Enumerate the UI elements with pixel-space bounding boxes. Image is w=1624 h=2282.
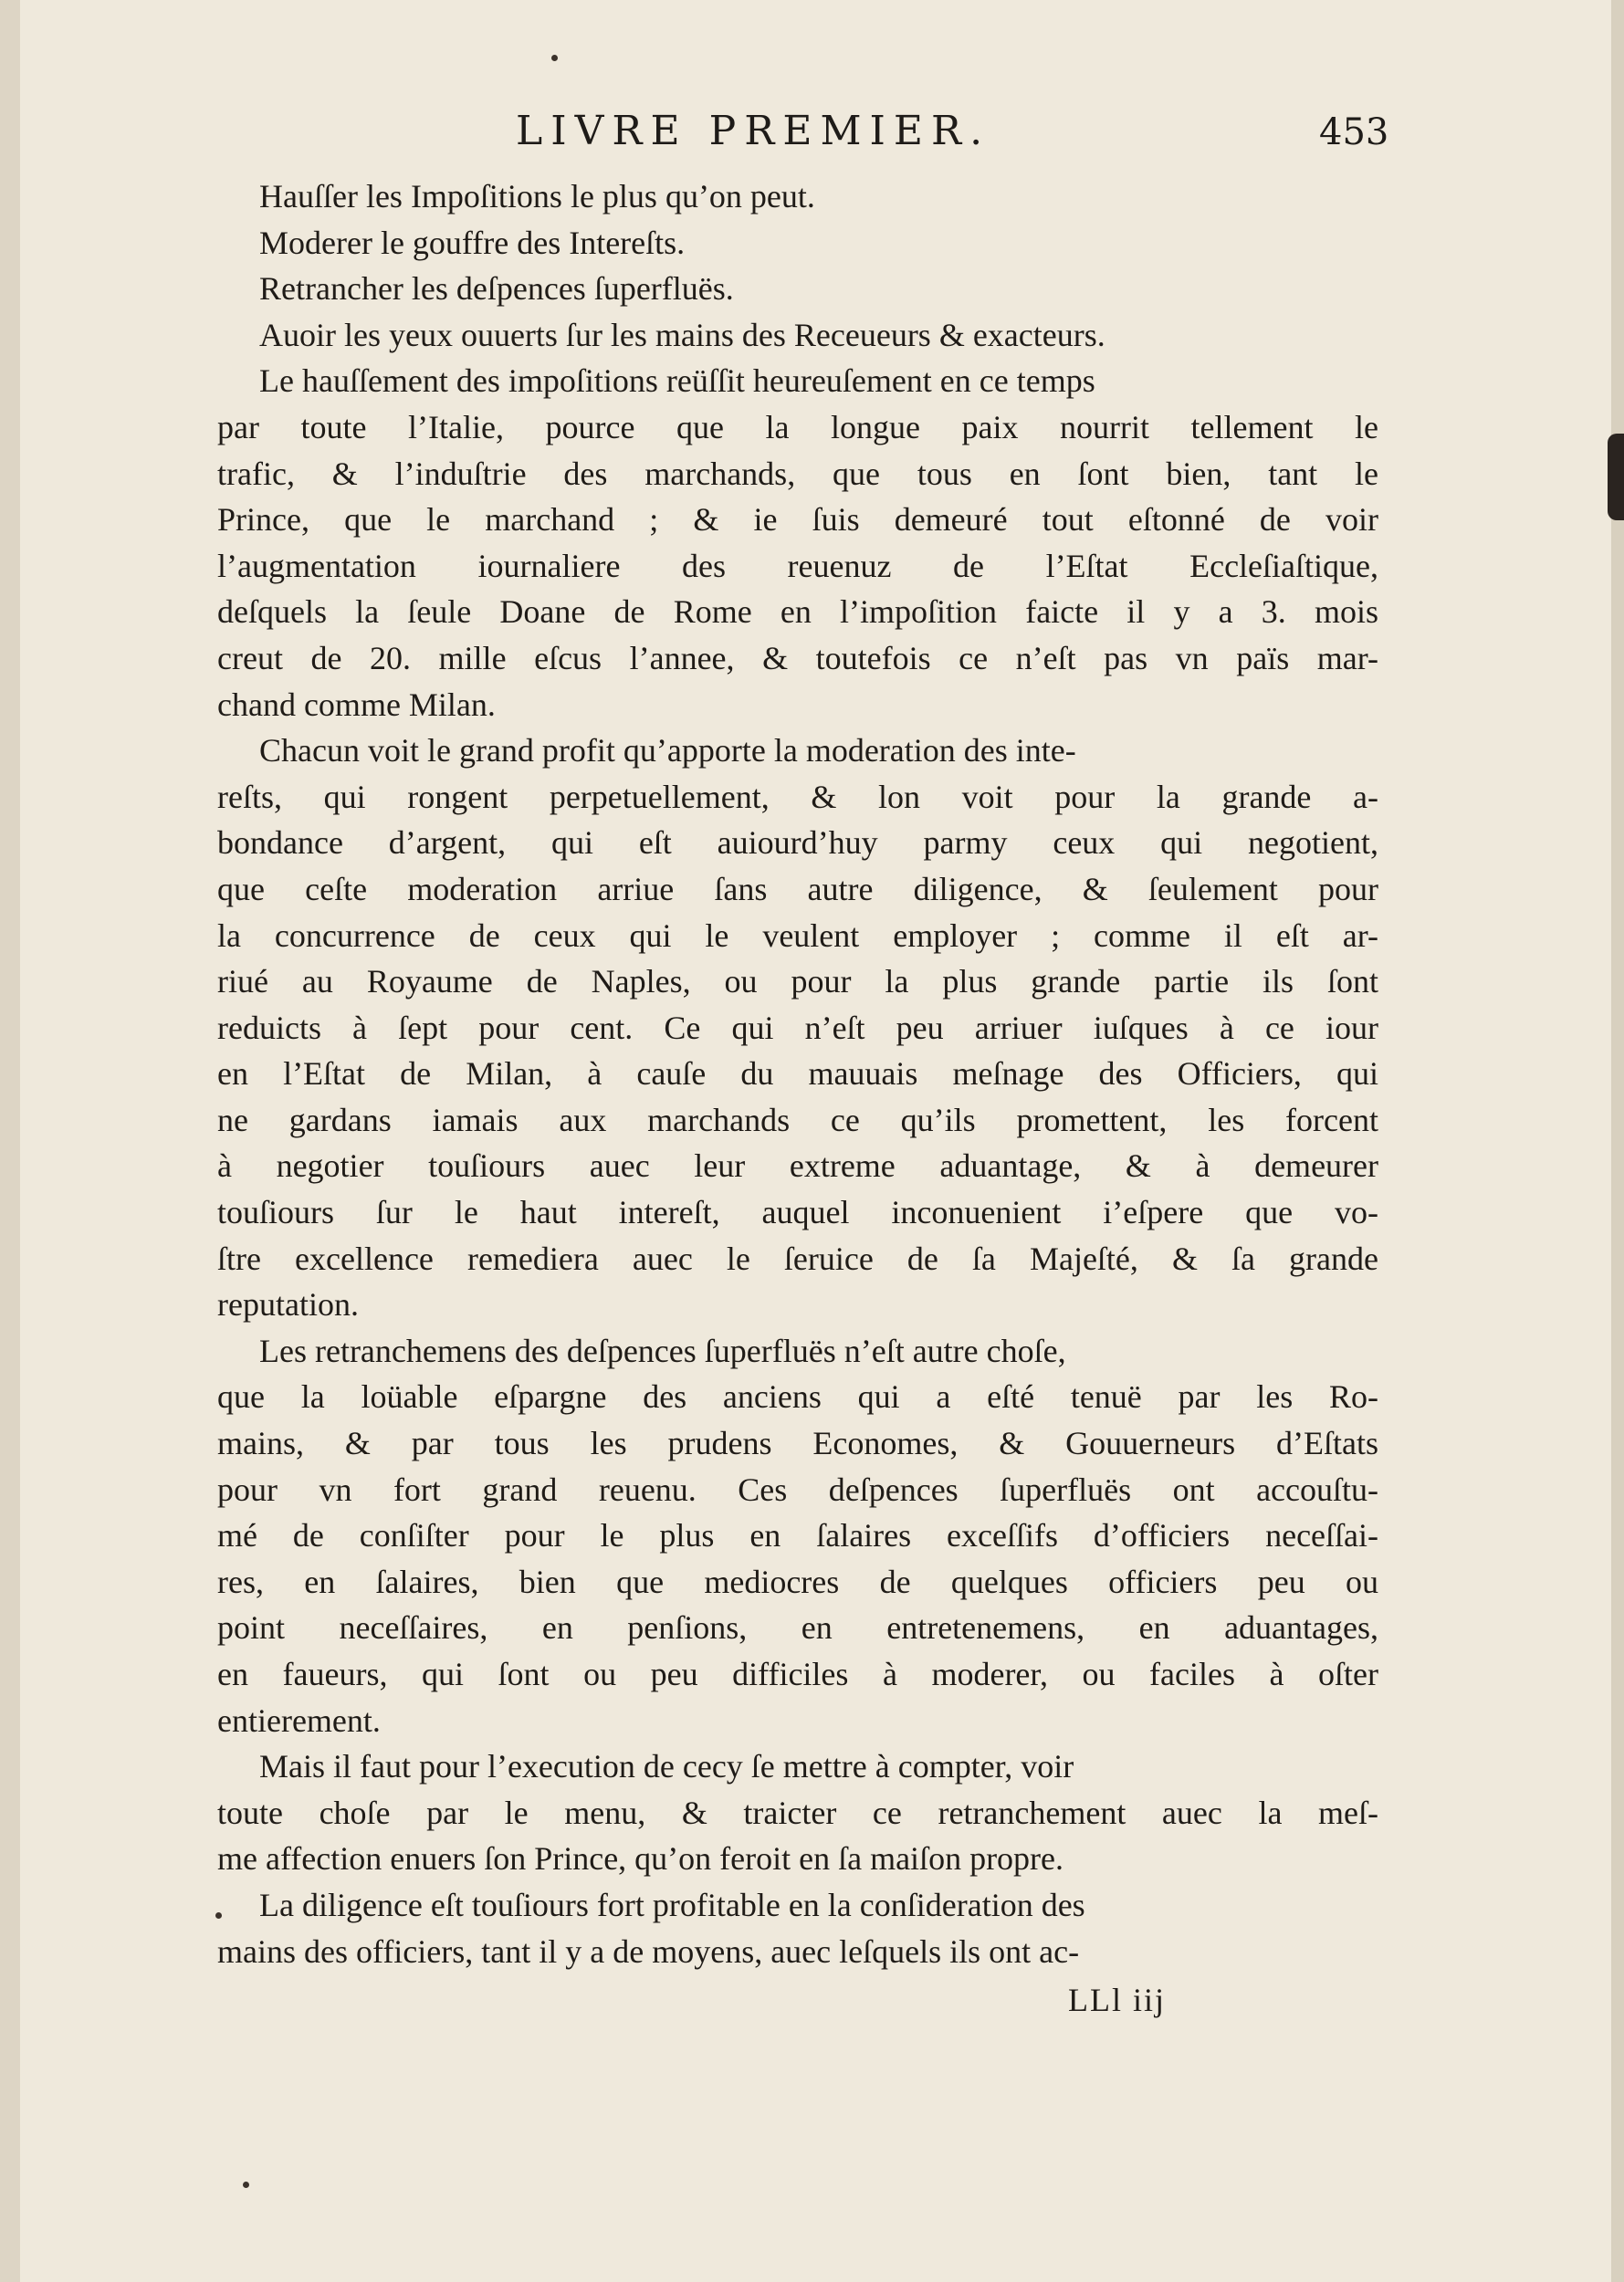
- text-line: reſts, qui rongent perpetuellement, & lon voit pour la grande a-: [217, 778, 1378, 815]
- text-line: reduicts à ſept pour cent. Ce qui n’eſt peu arriuer iuſques à ce iour: [217, 1009, 1378, 1046]
- paragraph: [217, 728, 1378, 1328]
- text-line: creut de 20. mille eſcus l’annee, & toutefois ce n’eſt pas vn païs mar-: [217, 639, 1378, 676]
- text-line: Les retranchemens des deſpences ſuperfluës n’eſt autre choſe,: [259, 1332, 1066, 1369]
- text-line: La diligence eſt touſiours fort profitable en la conſideration des: [259, 1886, 1085, 1923]
- text-line: mains des officiers, tant il y a de moyens, auec leſquels ils ont ac-: [217, 1932, 1080, 1970]
- text-line: que la loüable eſpargne des anciens qui a eſté tenuë par les Ro-: [217, 1378, 1378, 1416]
- text-line: en faueurs, qui ſont ou peu difficiles à moderer, ou faciles à oſter: [217, 1656, 1378, 1692]
- text-line: à negotier touſiours auec leur extreme aduantage, & à demeurer: [217, 1147, 1378, 1185]
- paragraph: [217, 1743, 1378, 1882]
- text-line: Mais il faut pour l’execution de cecy ſe mettre à compter, voir: [259, 1748, 1074, 1785]
- text-line: chand comme Milan.: [217, 686, 496, 723]
- text-line: deſquels la ſeule Doane de Rome en l’impoſition faicte il y a 3. mois: [217, 593, 1378, 631]
- text-line: mé de conſiſter pour le plus en ſalaires exceſſifs d’officiers neceſſai-: [217, 1517, 1378, 1554]
- text-line: Moderer le gouffre des Intereſts.: [259, 224, 686, 261]
- paragraph: [217, 312, 1378, 359]
- text-line: reputation.: [217, 1286, 359, 1324]
- folio-number: 453: [1319, 111, 1389, 153]
- signature-mark: LLl iij: [1068, 1982, 1166, 2018]
- paragraph: [217, 220, 1378, 267]
- text-line: bondance d’argent, qui eſt auiourd’huy parmy ceux qui negotient,: [217, 824, 1378, 862]
- text-line: que ceſte moderation arriue ſans autre diligence, & ſeulement pour: [217, 870, 1378, 907]
- text-line: pour vn fort grand reuenu. Ces deſpences ſuperfluës ont accouſtu-: [217, 1471, 1378, 1508]
- paragraph: [217, 1328, 1378, 1743]
- text-line: Retrancher les deſpences ſuperfluës.: [259, 270, 734, 308]
- page-edge-right: [1611, 0, 1624, 2282]
- paragraph: [217, 1882, 1378, 1974]
- text-line: Auoir les yeux ouuerts ſur les mains des Receueurs & exacteurs.: [259, 316, 1105, 353]
- text-block: [217, 173, 1378, 1974]
- ink-speck: [551, 55, 558, 61]
- text-line: ne gardans iamais aux marchands ce qu’ils promettent, les forcent: [217, 1101, 1378, 1138]
- text-line: l’augmentation iournaliere des reuenuz de l’Eſtat Eccleſiaſtique,: [217, 547, 1378, 584]
- text-line: riué au Royaume de Naples, ou pour la plus grande partie ils ſont: [217, 963, 1378, 1000]
- text-line: Chacun voit le grand profit qu’apporte la moderation des inte-: [259, 732, 1076, 769]
- text-line: Le hauſſement des impoſitions reüſſit heureuſement en ce temps: [259, 362, 1095, 400]
- text-line: par toute l’Italie, pource que la longue paix nourrit tellement le: [217, 408, 1378, 445]
- text-line: toute choſe par le menu, & traicter ce retranchement auec la meſ-: [217, 1794, 1378, 1831]
- text-line: Hauſſer les Impoſitions le plus qu’on peut.: [259, 178, 815, 215]
- text-line: point neceſſaires, en penſions, en entretenemens, en aduantages,: [217, 1609, 1378, 1647]
- text-line: entierement.: [217, 1701, 381, 1739]
- page-edge-left: [0, 0, 20, 2282]
- binding-shadow: [1608, 434, 1624, 520]
- paragraph: [217, 266, 1378, 312]
- running-head: LIVRE PREMIER.: [516, 108, 991, 154]
- ink-speck: [243, 2182, 249, 2188]
- text-line: me affection enuers ſon Prince, qu’on feroit en ſa maiſon propre.: [217, 1840, 1064, 1878]
- text-line: res, en ſalaires, bien que mediocres de quelques officiers peu ou: [217, 1563, 1378, 1600]
- paragraph: [217, 358, 1378, 728]
- text-line: ſtre excellence remediera auec le ſeruice de ſa Majeſté, & ſa grande: [217, 1240, 1378, 1277]
- text-line: trafic, & l’induſtrie des marchands, que tous en ſont bien, tant le: [217, 455, 1378, 492]
- text-line: en l’Eſtat de Milan, à cauſe du mauuais meſnage des Officiers, qui: [217, 1055, 1378, 1093]
- paragraph: [217, 173, 1378, 220]
- text-line: touſiours ſur le haut intereſt, auquel inconuenient i’eſpere que vo-: [217, 1194, 1378, 1231]
- text-line: Prince, que le marchand ; & ie ſuis demeuré tout eſtonné de voir: [217, 501, 1378, 539]
- page-header: [516, 108, 1429, 162]
- text-line: la concurrence de ceux qui le veulent employer ; comme il eſt ar-: [217, 916, 1378, 954]
- text-line: mains, & par tous les prudens Economes, & Gouuerneurs d’Eſtats: [217, 1425, 1378, 1462]
